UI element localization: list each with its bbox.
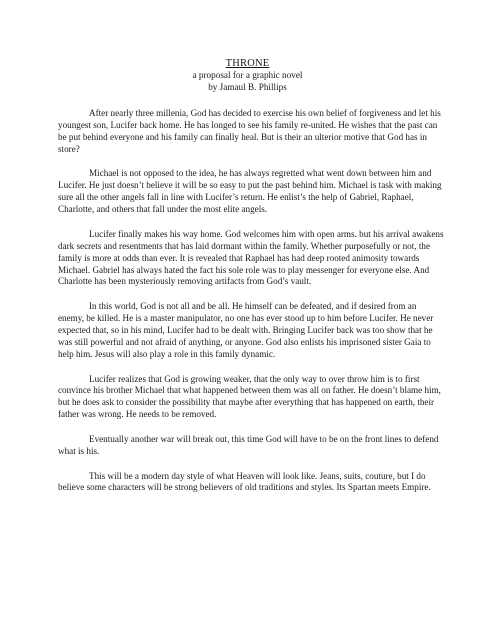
document-title: THRONE bbox=[225, 58, 270, 69]
document-header bbox=[0, 57, 495, 93]
document-byline: by Jamaul B. Phillips bbox=[208, 81, 287, 92]
paragraph: This will be a modern day style of what Heaven will look like. Jeans, suits, couture, but I do believe some characters will be strong believers of old traditions and styles. Its Spartan meets Empire. bbox=[58, 470, 431, 493]
paragraph: Lucifer realizes that God is growing weaker, that the only way to over throw him is to first convince his brother Michael that what happened between them was all on father. He doesn’t blame him, but he does ask to consider the possibility that maybe after everything that has happened on earth, their father was wrong. He needs to be removed. bbox=[58, 373, 441, 420]
paragraph: After nearly three millenia, God has decided to exercise his own belief of forgiveness and let his youngest son, Lucifer back home. He has longed to see his family re-united. He wishes that the past can be put behind everyone and his family can finally heal. But is their an ulterior motive that God has in store? bbox=[58, 108, 441, 154]
paragraph: Eventually another war will break out, this time God will have to be on the front lines to defend what is his. bbox=[58, 433, 439, 456]
document-body bbox=[58, 108, 444, 507]
paragraph: Lucifer finally makes his way home. God welcomes him with open arms. but his arrival awakens dark secrets and resentments that has laid dormant within the family. Whether purposefully or not, the family is more at odds than ever. It is revealed that Raphael has had deep rooted animosity towards Michael. Gabriel has always hated the fact his sole role was to play messenger for everyone else. And Charlotte has been mysteriously removing artifacts from God’s vault. bbox=[58, 228, 444, 287]
paragraph: Michael is not opposed to the idea, he has always regretted what went down between him and Lucifer. He just doesn’t believe it will be so easy to put the past behind him. Michael is task with making sure all the other angels fall in line with Lucifer’s return. He enlist’s the help of Gabriel, Raphael, Charlotte, and others that fall under the most elite angels. bbox=[58, 168, 442, 215]
document-subtitle: a proposal for a graphic novel bbox=[192, 70, 303, 80]
paragraph: In this world, God is not all and be all. He himself can be defeated, and if desired from an enemy, be killed. He is a master manipulator, no one has ever stood up to him before Lucifer. He never expected that, so in his mind, Lucifer had to be dealt with. Bringing Lucifer back was too show that he was still powerful and not afraid of anything, or anyone. God also enlists his imprisoned sister Gaia to help him. Jesus will also play a role in this family dynamic. bbox=[58, 301, 434, 359]
